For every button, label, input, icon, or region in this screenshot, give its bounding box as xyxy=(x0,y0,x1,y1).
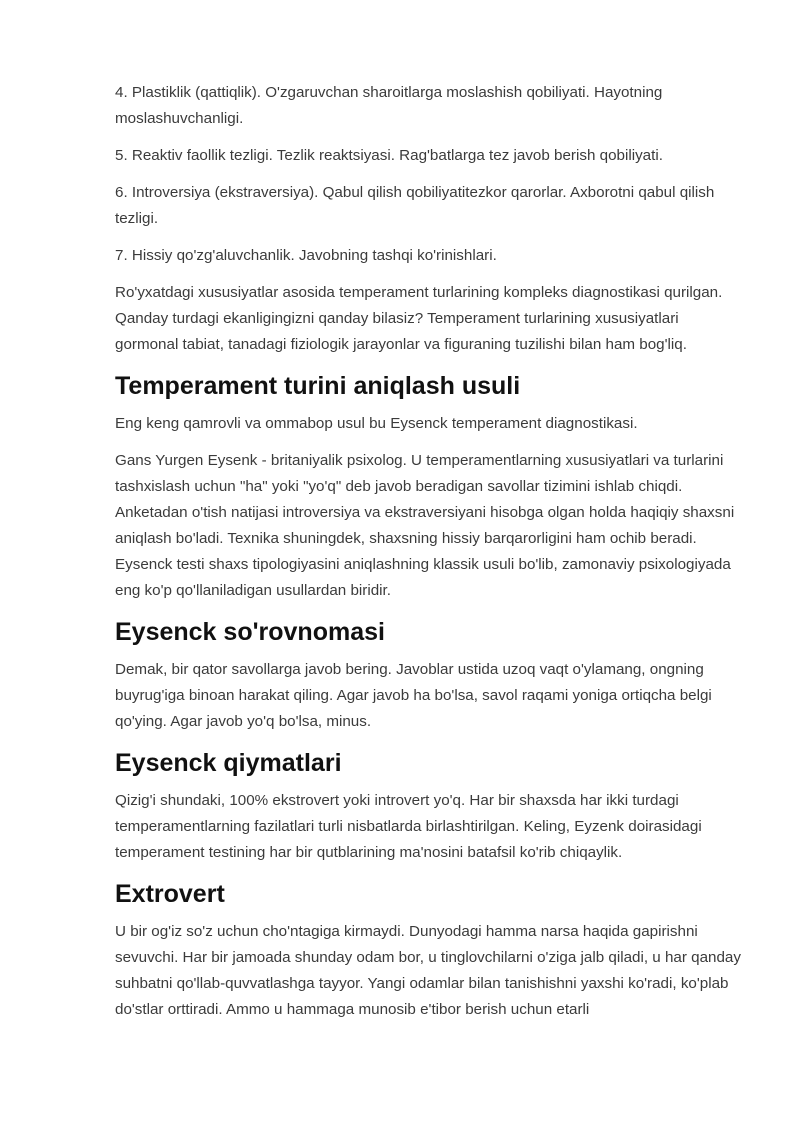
list-item-reactivity: 5. Reaktiv faollik tezligi. Tezlik reaktsiyasi. Rag'batlarga tez javob berish qobiliyati. xyxy=(115,147,663,164)
section-heading-values: Eysenck qiymatlari xyxy=(115,749,342,777)
list-item-introversion: 6. Introversiya (ekstraversiya). Qabul qilish qobiliyatitezkor qarorlar. Axborotni qabul qilish tezligi. xyxy=(115,184,715,227)
section-method-paragraph-1: Eng keng qamrovli va ommabop usul bu Eysenck temperament diagnostikasi. xyxy=(115,415,638,432)
section-values-paragraph: Qizig'i shundaki, 100% ekstrovert yoki introvert yo'q. Har bir shaxsda har ikki turdagi temperamentlarning fazilatlari turli nisbatlarda birlashtirilgan. Keling, Eyzenk doirasidagi temperament testining har bir qutblarining ma'nosini batafsil ko'rib chiqaylik. xyxy=(115,792,702,861)
section-questionnaire-paragraph: Demak, bir qator savollarga javob bering. Javoblar ustida uzoq vaqt o'ylamang, ongning buyrug'iga binoan harakat qiling. Agar javob ha bo'lsa, savol raqami yoniga ortiqcha belgi qo'ying. Agar javob yo'q bo'lsa, minus. xyxy=(115,661,712,730)
section-heading-extrovert: Extrovert xyxy=(115,880,225,908)
list-item-emotional-excitability: 7. Hissiy qo'zg'aluvchanlik. Javobning tashqi ko'rinishlari. xyxy=(115,247,497,264)
section-heading-questionnaire: Eysenck so'rovnomasi xyxy=(115,618,385,646)
intro-paragraph: Ro'yxatdagi xususiyatlar asosida temperament turlarining kompleks diagnostikasi qurilgan. Qanday turdagi ekanligingizni qanday bilasiz? Temperament turlarining xususiyatlari gormonal tabiat, tanadagi fiziologik jarayonlar va figuraning tuzilishi bilan ham bog'liq. xyxy=(115,284,723,353)
list-item-plasticity: 4. Plastiklik (qattiqlik). O'zgaruvchan sharoitlarga moslashish qobiliyati. Hayotning moslashuvchanligi. xyxy=(115,84,663,127)
section-heading-method: Temperament turini aniqlash usuli xyxy=(115,372,521,400)
section-extrovert-paragraph: U bir og'iz so'z uchun cho'ntagiga kirmaydi. Dunyodagi hamma narsa haqida gapirishni sevuvchi. Har bir jamoada shunday odam bor, u tinglovchilarni o'ziga jalb qiladi, u har qanday suhbatni qo'llab-quvvatlashga tayyor. Yangi odamlar bilan tanishishni yaxshi ko'radi, ko'plab do'stlar orttiradi. Ammo u hammaga munosib e'tibor berish uchun etarli xyxy=(115,923,741,1018)
section-method-paragraph-2: Gans Yurgen Eysenk - britaniyalik psixolog. U temperamentlarning xususiyatlari va turlarini tashxislash uchun "ha" yoki "yo'q" deb javob beradigan savollar tizimini ishlab chiqdi. Anketadan o'tish natijasi introversiya va ekstraversiyani hisobga olgan holda haqiqiy shaxsni aniqlash bo'ladi. Texnika shuningdek, shaxsning hissiy barqarorligini ham ochib beradi. Eysenck testi shaxs tipologiyasini aniqlashning klassik usuli bo'lib, zamonaviy psixologiyada eng ko'p qo'llaniladigan usullardan biridir. xyxy=(115,452,735,599)
document-page xyxy=(115,80,741,1034)
